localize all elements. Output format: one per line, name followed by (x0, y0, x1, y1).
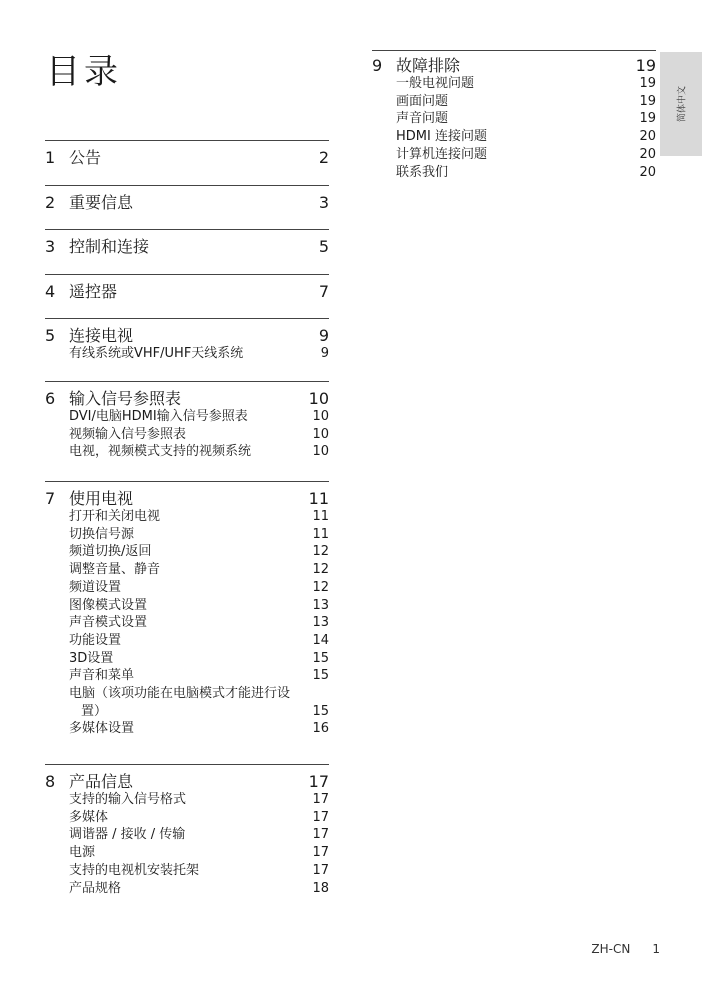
page-footer (560, 942, 660, 956)
toc-left-column (45, 140, 329, 897)
toc-section-4 (45, 274, 329, 318)
toc-section-8 (45, 764, 329, 897)
chapter-page: 11 (308, 489, 329, 508)
toc-entry[interactable]: 电源 17 (69, 845, 329, 861)
toc-entry[interactable]: 一般电视问题 19 (396, 76, 656, 91)
footer-language-code: ZH-CN (591, 942, 631, 956)
toc-entry[interactable]: 多媒体设置 16 (69, 721, 329, 737)
chapter-page: 3 (318, 193, 329, 212)
toc-entry[interactable]: 声音模式设置 13 (69, 615, 329, 631)
chapter-title: 产品信息 (69, 772, 134, 791)
toc-chapter-3[interactable] (45, 230, 329, 256)
toc-entry[interactable]: 多媒体 17 (69, 809, 329, 825)
language-tab-label: 简体中文 (677, 85, 688, 123)
toc-entry[interactable]: 视频输入信号参照表 10 (69, 426, 329, 442)
chapter-page: 17 (308, 772, 329, 791)
toc-entry[interactable]: 调整音量、静音 12 (69, 562, 329, 578)
toc-chapter-2[interactable] (45, 186, 329, 212)
toc-entry[interactable]: 功能设置 14 (69, 632, 329, 648)
chapter-page: 10 (308, 389, 329, 408)
toc-entry[interactable]: 图像模式设置 13 (69, 597, 329, 613)
toc-entry[interactable]: 声音和菜单 15 (69, 668, 329, 684)
toc-section-6 (45, 381, 329, 481)
toc-section-2 (45, 185, 329, 229)
chapter-title: 控制和连接 (69, 237, 150, 256)
chapter-number: 5 (45, 326, 56, 345)
chapter-title: 故障排除 (396, 56, 461, 75)
chapter-title: 遥控器 (69, 282, 118, 301)
toc-entry[interactable]: 支持的输入信号格式 17 (69, 792, 329, 807)
toc-section-9 (372, 50, 656, 181)
chapter-number: 8 (45, 772, 56, 791)
chapter-number: 4 (45, 282, 56, 301)
toc-entry[interactable]: 打开和关闭电视 11 (69, 509, 329, 524)
chapter-page: 19 (635, 56, 656, 75)
toc-entry[interactable]: 频道设置 12 (69, 579, 329, 595)
toc-entry[interactable]: 联系我们 20 (396, 164, 656, 180)
toc-section-7 (45, 481, 329, 764)
toc-chapter-1[interactable] (45, 141, 329, 167)
chapter-page: 5 (318, 237, 329, 256)
toc-section-3 (45, 229, 329, 274)
toc-entry[interactable]: HDMI 连接问题 20 (396, 129, 656, 145)
toc-entry-wrapped-line2[interactable]: 置） 15 (81, 703, 329, 719)
chapter-number: 9 (372, 56, 383, 75)
chapter-page: 7 (318, 282, 329, 301)
toc-entry[interactable]: DVI/电脑HDMI输入信号参照表 10 (69, 409, 329, 424)
chapter-page: 9 (318, 326, 329, 345)
chapter-number: 6 (45, 389, 56, 408)
chapter-title: 使用电视 (69, 489, 134, 508)
chapter-page: 2 (318, 148, 329, 167)
toc-chapter-8[interactable] (45, 765, 329, 791)
toc-chapter-4[interactable] (45, 275, 329, 301)
language-tab (660, 52, 702, 156)
toc-entry[interactable]: 切换信号源 11 (69, 526, 329, 542)
toc-chapter-9[interactable] (372, 51, 656, 75)
toc-entry-wrapped-line1[interactable]: 电脑（该项功能在电脑模式才能进行设 (69, 686, 291, 702)
toc-section-5 (45, 318, 329, 381)
toc-entry[interactable]: 产品规格 18 (69, 880, 329, 896)
chapter-title: 输入信号参照表 (69, 389, 182, 408)
toc-entry[interactable]: 计算机连接问题 20 (396, 146, 656, 162)
toc-entry[interactable]: 支持的电视机安装托架 17 (69, 862, 329, 878)
page-title: 目录 (46, 52, 122, 92)
chapter-number: 2 (45, 193, 56, 212)
toc-entry[interactable]: 调谐器 / 接收 / 传输 17 (69, 827, 329, 843)
toc-chapter-6[interactable] (45, 382, 329, 408)
toc-entry[interactable]: 有线系统或VHF/UHF天线系统 9 (69, 346, 329, 361)
toc-section-1 (45, 140, 329, 185)
page-number: 1 (652, 942, 660, 956)
chapter-number: 7 (45, 489, 56, 508)
toc-entry[interactable]: 电视，视频模式支持的视频系统 10 (69, 444, 329, 460)
toc-entry[interactable]: 频道切换/返回 12 (69, 544, 329, 560)
toc-entry[interactable]: 声音问题 19 (396, 111, 656, 127)
chapter-number: 3 (45, 237, 56, 256)
chapter-title: 公告 (69, 148, 102, 167)
toc-chapter-7[interactable] (45, 482, 329, 508)
toc-chapter-5[interactable] (45, 319, 329, 345)
chapter-number: 1 (45, 148, 56, 167)
toc-entry[interactable]: 3D设置 15 (69, 650, 329, 666)
toc-entry[interactable]: 画面问题 19 (396, 93, 656, 109)
toc-right-column (372, 50, 656, 181)
chapter-title: 连接电视 (69, 326, 134, 345)
chapter-title: 重要信息 (69, 193, 134, 212)
